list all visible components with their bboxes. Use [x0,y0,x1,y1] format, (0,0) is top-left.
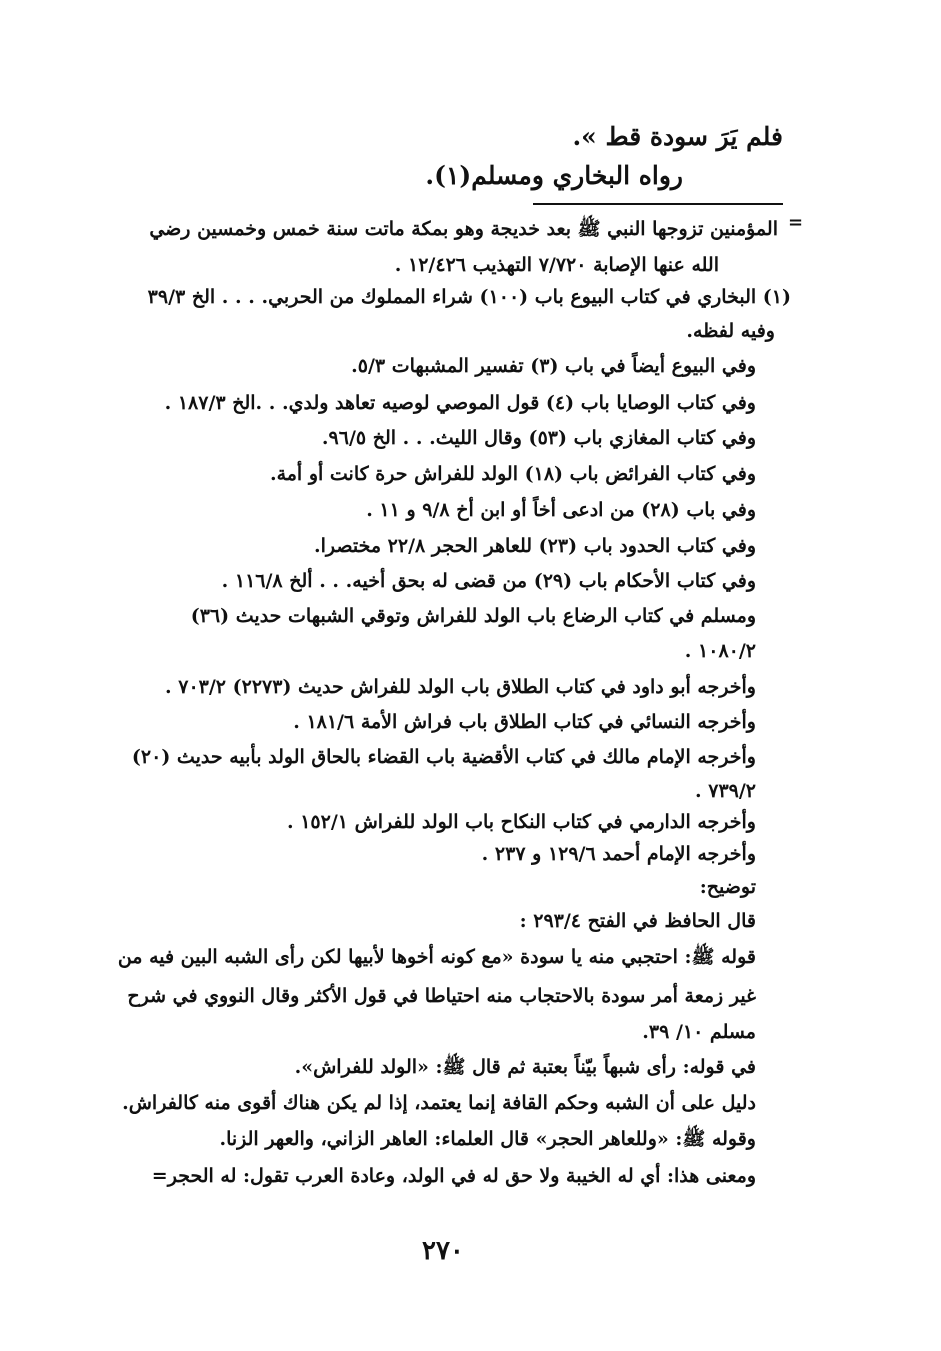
footnote-separator [533,203,783,205]
page-number: ٢٧٠ [422,1236,464,1266]
footnote-line: وفي كتاب الحدود باب (٢٣) للعاهر الحجر ٢٢/٨ مختصرا. [314,535,756,557]
footnote-line: مسلم ١٠/ ٣٩. [642,1021,756,1043]
footnote-line: وفي كتاب الفرائض باب (١٨) الولد للفراش حرة كانت أو أمة. [269,463,756,485]
footnote-line: وفي كتاب الأحكام باب (٢٩) من قضى له بحق أخيه. . . ألخ ١١٦/٨ . [221,570,756,592]
footnote-line: وفي كتاب الوصايا باب (٤) قول الموصي لوصيه تعاهد ولدي. . .الخ ١٨٧/٣ . [164,392,756,414]
footnote-line: قوله ﷺ: احتجبي منه يا سودة «مع كونه أخوها لأبيها لكن رأى الشبه البين فيه من [117,946,756,968]
footnote-line: قال الحافظ في الفتح ٢٩٣/٤ : [519,910,756,932]
footnote-line: (١) البخاري في كتاب البيوع باب (١٠٠) شراء المملوك من الحربي. . . . الخ ٣٩/٣ [147,286,791,308]
footnote-line: وفي باب (٢٨) من ادعى أخاً أو ابن أخ ٩/٨ و ١١ . [366,499,756,521]
footnote-line: غير زمعة أمر سودة بالاحتجاب منه احتياطا في قول الأكثر وقال النووي في شرح [127,985,756,1007]
footnote-line: الله عنها الإصابة ٧/٧٢٠ التهذيب ١٢/٤٢٦ . [394,254,719,276]
footnote-line: وفيه لفظه. [686,320,775,342]
footnote-line: ومعنى هذا: أي له الخيبة ولا حق له في الولد، وعادة العرب تقول: له الحجر= [151,1165,756,1187]
footnote-line: ٧٣٩/٢ . [695,780,756,802]
footnote-line: دليل على أن الشبه وحكم القافة إنما يعتمد، إذا لم يكن هناك أقوى منه كالفراش. [122,1092,756,1114]
footnote-line: وأخرجه النسائي في كتاب الطلاق باب فراش الأمة ١٨١/٦ . [293,711,756,733]
footnote-line: في قوله: رأى شبهاً بيّناً بعتبة ثم قال ﷺ: «الولد للفراش». [294,1056,756,1078]
footnote-line: ومسلم في كتاب الرضاع باب الولد للفراش وتوقي الشبهات حديث (٣٦) [190,605,756,627]
footnote-line: وأخرجه الإمام أحمد ١٢٩/٦ و ٢٣٧ . [481,843,756,865]
footnote-line: وفي البيوع أيضاً في باب (٣) تفسير المشبهات ٥/٣. [351,355,756,377]
footnote-line: وأخرجه الإمام مالك في كتاب الأقضية باب القضاء بالحاق الولد بأبيه حديث (٢٠) [131,746,756,768]
footnote-line: وفي كتاب المغازي باب (٥٣) وقال الليث. . . الخ ٩٦/٥. [321,427,756,449]
main-text-line-2: رواه البخاري ومسلم(١). [425,161,683,190]
footnote-line: توضيح: [699,876,756,898]
footnote-line: المؤمنين تزوجها النبي ﷺ بعد خديجة وهو بمكة ماتت سنة خمس وخمسين رضي [149,218,778,240]
footnote-line: وقوله ﷺ: «وللعاهر الحجر» قال العلماء: العاهر الزاني، والعهر الزنا. [219,1128,756,1150]
footnote-line: وأخرجه الدارمي في كتاب النكاح باب الولد للفراش ١٥٢/١ . [286,811,756,833]
footnote-line: وأخرجه أبو داود في كتاب الطلاق باب الولد للفراش حديث (٢٢٧٣) ٧٠٣/٢ . [165,676,756,698]
continuation-marker: = [788,212,804,233]
footnote-line: ١٠٨٠/٢ . [684,640,756,662]
main-text-line-1: فلم يَرَ سودة قط ». [572,122,783,151]
